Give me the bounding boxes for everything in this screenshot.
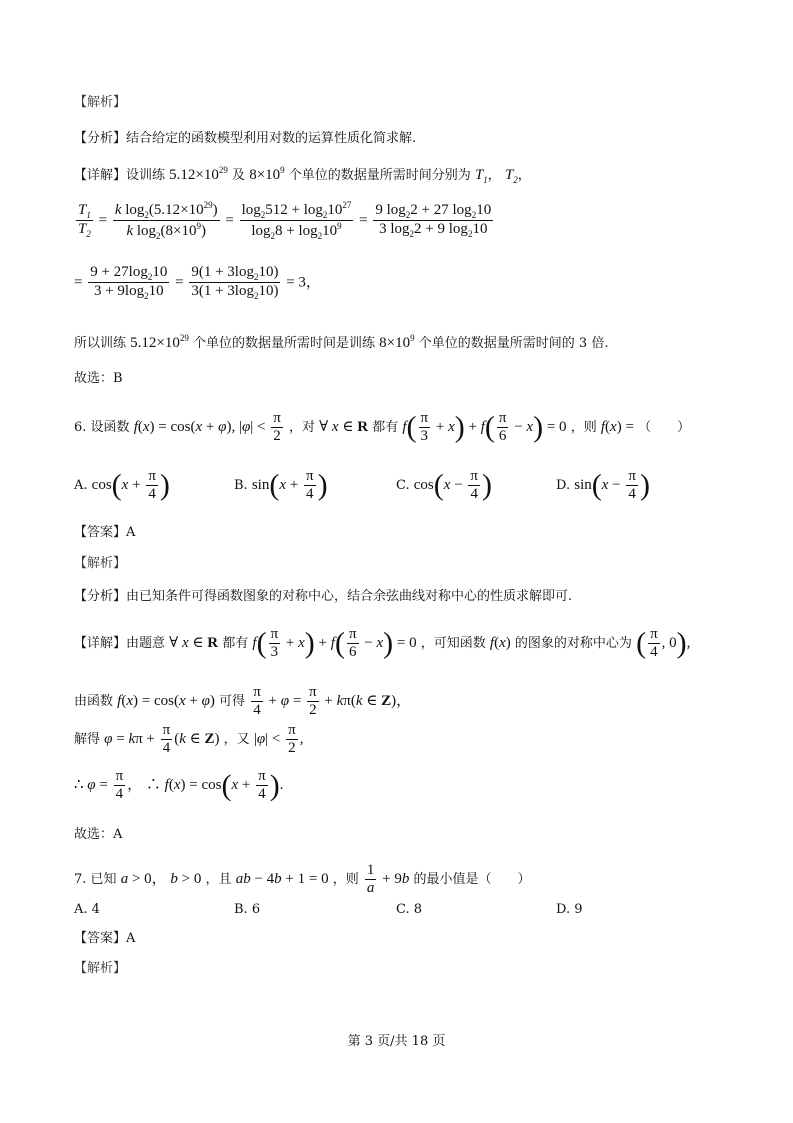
s5-fenxi: 【分析】结合给定的函数模型利用对数的运算性质化简求解.	[74, 131, 417, 146]
page-footer: 第 3 页/共 18 页	[347, 1034, 446, 1049]
s5-equation-1: $\frac{T_1}{T_2}$ = $\frac{k \log_2(5.12\times 10^{29})}{k \log_2(8\times 10^9)}$ = $\frac{\log_2512 + \log_210^{27}}{\log_28 + \log_210^9}$ = $\frac{9 \log_22 + 27 \log_210}{3 \log_22 + 9 \log_210}$	[78, 200, 492, 242]
q6-option-a: A. cos(x + $\frac{\pi}{4}$ )	[74, 468, 170, 503]
q6-stem: 6. 设函数 f(x) = cos(x + φ), |φ| < $\frac{\pi}{2}$ ，对 ∀ x ∈ R 都有 f( $\frac{\pi}{3}$ + x) + f( $\frac{\pi}{6}$ − x) = 0 ，则 f(x) = （ ）	[74, 410, 691, 445]
q7-option-d: D. 9	[556, 902, 583, 917]
q6-step-3: 解得 φ = kπ + $\frac{\pi}{4}$ (k ∈ Z) ，又 |φ| < $\frac{\pi}{2}$ ,	[74, 722, 304, 757]
q6-jiexi-label: 【解析】	[74, 556, 127, 571]
q6-step-4: ∴ φ = $\frac{\pi}{4}$ ， ∴ f(x) = cos(x + $\frac{\pi}{4}$ ).	[74, 768, 284, 803]
q6-daan: 【答案】A	[74, 525, 136, 540]
q6-option-c: C. cos(x − $\frac{\pi}{4}$ )	[396, 468, 492, 503]
q7-daan: 【答案】A	[74, 931, 136, 946]
s5-conclusion: 所以训练 $5.12\times 10^{29}$ 个单位的数据量所需时间是训练 $8\times 10^9$ 个单位的数据量所需时间的 3 倍.	[74, 333, 609, 351]
q7-option-b: B. 6	[234, 902, 261, 917]
q6-answer: 故选：A	[74, 827, 123, 842]
q7-stem: 7. 已知 a > 0， b > 0 ，且 ab − 4b + 1 = 0 ，则 $\frac{1}{a}$ + 9b 的最小值是（ ）	[74, 862, 531, 897]
q6-option-b: B. sin(x + $\frac{\pi}{4}$ )	[234, 468, 328, 503]
q6-step-2: 由函数 f(x) = cos(x + φ) 可得 $\frac{\pi}{4}$ + φ = $\frac{\pi}{2}$ + kπ(k ∈ Z)，	[74, 684, 412, 719]
q7-option-c: C. 8	[396, 902, 423, 917]
q7-option-a: A. 4	[74, 902, 100, 917]
s5-equation-2: = $\frac{9 + 27\log_210}{3 + 9\log_210}$ = $\frac{9(1 + 3\log_210)}{3(1 + 3\log_210)}$ = 3，	[74, 264, 321, 302]
q6-xiangjie: 【详解】由题意 ∀ x ∈ R 都有 f( $\frac{\pi}{3}$ + x) + f( $\frac{\pi}{6}$ − x) = 0 ，可知函数 f(x) 的图象的对称中心为 ( $\frac{\pi}{4}$ , 0),	[74, 626, 691, 661]
q7-jiexi-label: 【解析】	[74, 961, 127, 976]
s5-jiexi-label: 【解析】	[74, 95, 127, 110]
q6-fenxi: 【分析】由已知条件可得函数图象的对称中心，结合余弦曲线对称中心的性质求解即可.	[74, 589, 573, 604]
q6-option-d: D. sin(x − $\frac{\pi}{4}$ )	[556, 468, 650, 503]
s5-answer: 故选：B	[74, 371, 123, 386]
s5-xiangjie: 【详解】设训练 $5.12\times 10^{29}$ 及 $8\times 10^9$ 个单位的数据量所需时间分别为 $T_1$， $T_2$，	[74, 165, 531, 185]
